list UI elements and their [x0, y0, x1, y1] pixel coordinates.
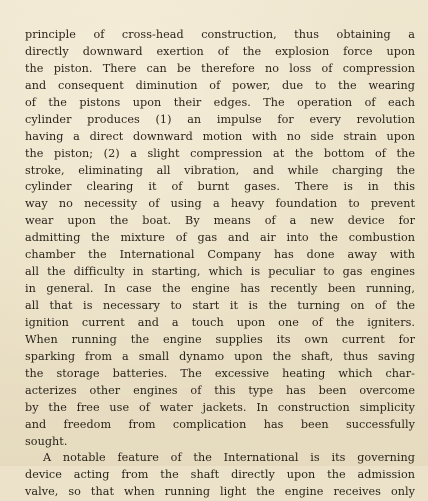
text-line: principle of cross-head construction, thus obtaining a — [25, 28, 415, 41]
text-line: admitting the mixture of gas and air into the combustion — [25, 231, 415, 245]
text-line: wear upon the boat. By means of a new device for — [25, 214, 415, 228]
text-line: and freedom from complication has been successfully — [25, 417, 415, 431]
text-line: When running the engine supplies its own current for — [25, 332, 415, 346]
text-line: the storage batteries. The excessive heating which char- — [25, 366, 415, 380]
text-line: cylinder produces (1) an impulse for every revolution — [25, 112, 415, 126]
text-line: and consequent diminution of power, due to the wearing — [25, 78, 415, 92]
text-line: sparking from a small dynamo upon the shaft, thus saving — [25, 349, 415, 363]
text-line: the piston; (2) a slight compression at the bottom of the — [25, 146, 415, 160]
text-line: valve, so that when running light the engine receives only — [25, 485, 415, 499]
text-line: ignition current and a touch upon one of the igniters. — [25, 315, 415, 329]
text-line: acterizes other engines of this type has been overcome — [25, 383, 415, 397]
text-line: all that is necessary to start it is the turning on of the — [25, 299, 415, 312]
text-line: directly downward exertion of the explosion force upon — [25, 44, 415, 58]
text-line: device acting from the shaft directly upon the admission — [25, 468, 415, 482]
text-line: cylinder clearing it of burnt gases. There is in this — [25, 180, 415, 194]
text-line: the piston. There can be therefore no loss of compression — [25, 61, 415, 75]
text-line: of the pistons upon their edges. The operation of each — [25, 95, 415, 109]
text-line: all the difficulty in starting, which is peculiar to gas engines — [25, 265, 415, 279]
text-line: stroke, eliminating all vibration, and while charging the — [25, 163, 415, 177]
text-line: chamber the International Company has done away with — [25, 248, 415, 262]
body-text — [25, 27, 415, 501]
text-line: A notable feature of the International is its governing — [43, 451, 415, 465]
text-line: having a direct downward motion with no side strain upon — [25, 129, 415, 143]
text-line: by the free use of water jackets. In construction simplicity — [25, 400, 415, 414]
text-line: in general. In case the engine has recently been running, — [25, 282, 415, 296]
text-line: sought. — [25, 434, 68, 448]
text-line: way no necessity of using a heavy foundation to prevent — [25, 197, 415, 211]
